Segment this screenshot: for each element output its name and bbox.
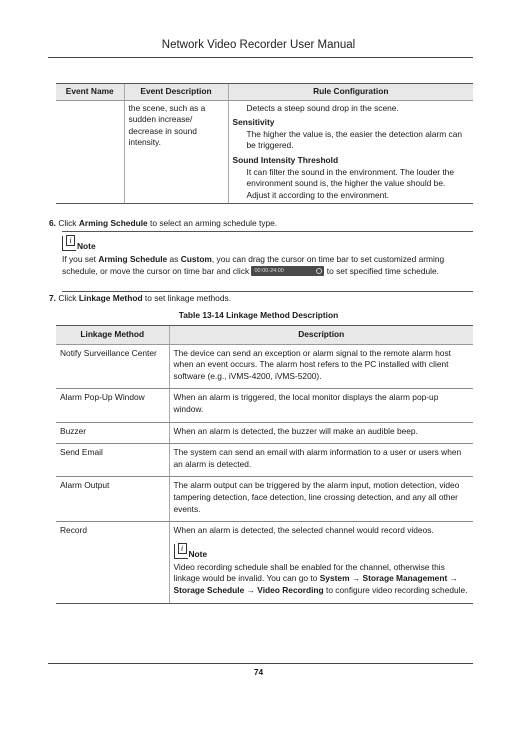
linkage-method-cell: Send Email [56, 444, 169, 477]
table-header-row [56, 84, 473, 101]
column-header: Event Name [56, 84, 124, 101]
table-row [56, 477, 473, 522]
linkage-method-table [56, 325, 473, 604]
step-number: 7. [49, 293, 56, 303]
column-header: Description [169, 326, 473, 345]
table-row [56, 344, 473, 389]
table-row [56, 389, 473, 422]
event-name-cell [56, 100, 124, 204]
rule-intro-text: Detects a steep sound drop in the scene. [246, 102, 399, 113]
table-caption: Table 13-14 Linkage Method Description [178, 310, 339, 320]
note-text: If you set [62, 254, 96, 264]
sensitivity-text: The higher the value is, the easier the detection alarm can be triggered. [246, 128, 463, 151]
record-description: When an alarm is detected, the selected channel would record videos. [173, 525, 434, 536]
column-header: Event Description [124, 84, 228, 101]
note-bold-term: Arming Schedule [98, 254, 168, 264]
step-7 [49, 293, 231, 305]
page-number: 74 [253, 667, 264, 677]
linkage-description-cell [169, 522, 473, 603]
note-top-divider [62, 231, 473, 232]
rule-configuration-cell [228, 100, 473, 204]
linkage-description-cell: The system can send an email with alarm information to a user or users when an alarm is detected. [169, 444, 473, 477]
table-row [56, 100, 473, 204]
column-header: Linkage Method [56, 326, 169, 345]
linkage-description-cell: When an alarm is detected, the buzzer will make an audible beep. [169, 422, 473, 444]
linkage-description-cell: When an alarm is triggered, the local monitor displays the alarm pop-up window. [169, 389, 473, 422]
note-bold-term: Custom [180, 254, 212, 264]
note-text: Video recording schedule shall be enabled for the channel, otherwise this linkage would be invalid. You can go to [173, 561, 445, 584]
column-header: Rule Configuration [228, 84, 473, 101]
note-bottom-divider [62, 291, 473, 292]
event-description-cell: the scene, such as a sudden increase/ decrease in sound intensity. [124, 100, 228, 204]
step-number: 6. [49, 218, 56, 228]
sensitivity-label: Sensitivity [232, 117, 275, 128]
table-row [56, 444, 473, 477]
note-icon: i [62, 236, 76, 251]
time-bar-button [251, 266, 324, 276]
event-rule-table [56, 83, 473, 204]
note-text: as [169, 254, 179, 264]
note-text: , you can drag the cursor on time bar to set customized arming schedule, or move the cursor on time bar and click [62, 254, 445, 276]
threshold-label: Sound Intensity Threshold [232, 154, 339, 165]
linkage-method-cell: Notify Surveillance Center [56, 344, 169, 389]
note-label: Note [188, 548, 208, 559]
linkage-method-cell: Record [56, 522, 169, 603]
menu-path: System → Storage Management → Storage Schedule → Video Recording [173, 573, 458, 595]
record-note-text [174, 562, 470, 597]
note-text: to set specified time schedule. [326, 265, 439, 276]
step-prefix: Click [58, 218, 77, 228]
linkage-method-cell: Alarm Pop-Up Window [56, 389, 169, 422]
note-body [62, 254, 473, 277]
linkage-method-cell: Alarm Output [56, 477, 169, 522]
header-divider [48, 57, 473, 58]
note-icon: i [174, 544, 188, 559]
table-row [56, 522, 473, 603]
linkage-description-cell: The alarm output can be triggered by the alarm input, motion detection, video tampering detection, face detection, line crossing detection, and any all other events. [169, 477, 473, 522]
linkage-method-cell: Buzzer [56, 422, 169, 444]
linkage-method-link: Linkage Method [78, 293, 143, 303]
step-prefix: Click [58, 293, 77, 303]
note-label: Note [77, 241, 96, 251]
step-suffix: to select an arming schedule type. [150, 218, 278, 228]
linkage-description-cell: The device can send an exception or alarm signal to the remote alarm host when an event occurs. The alarm host refers to the PC installed with client software (e.g., iVMS-4200, iVMS-5200). [169, 344, 473, 389]
note-text: to configure video recording schedule. [326, 584, 468, 595]
time-bar-label: 00:00-24:00 [254, 268, 284, 275]
clock-icon [316, 268, 322, 274]
page-header-title: Network Video Recorder User Manual [161, 39, 356, 51]
step-6 [49, 218, 277, 230]
record-note [174, 541, 470, 597]
note-arming-schedule [62, 233, 473, 277]
table-header-row [56, 326, 473, 345]
threshold-text: It can filter the sound in the environment. The louder the environment sound is, the higher the value should be. Adjust it according to the environment. [246, 166, 454, 200]
arming-schedule-link: Arming Schedule [78, 218, 148, 228]
table-row [56, 422, 473, 444]
step-suffix: to set linkage methods. [144, 293, 232, 303]
footer-divider [48, 663, 473, 664]
